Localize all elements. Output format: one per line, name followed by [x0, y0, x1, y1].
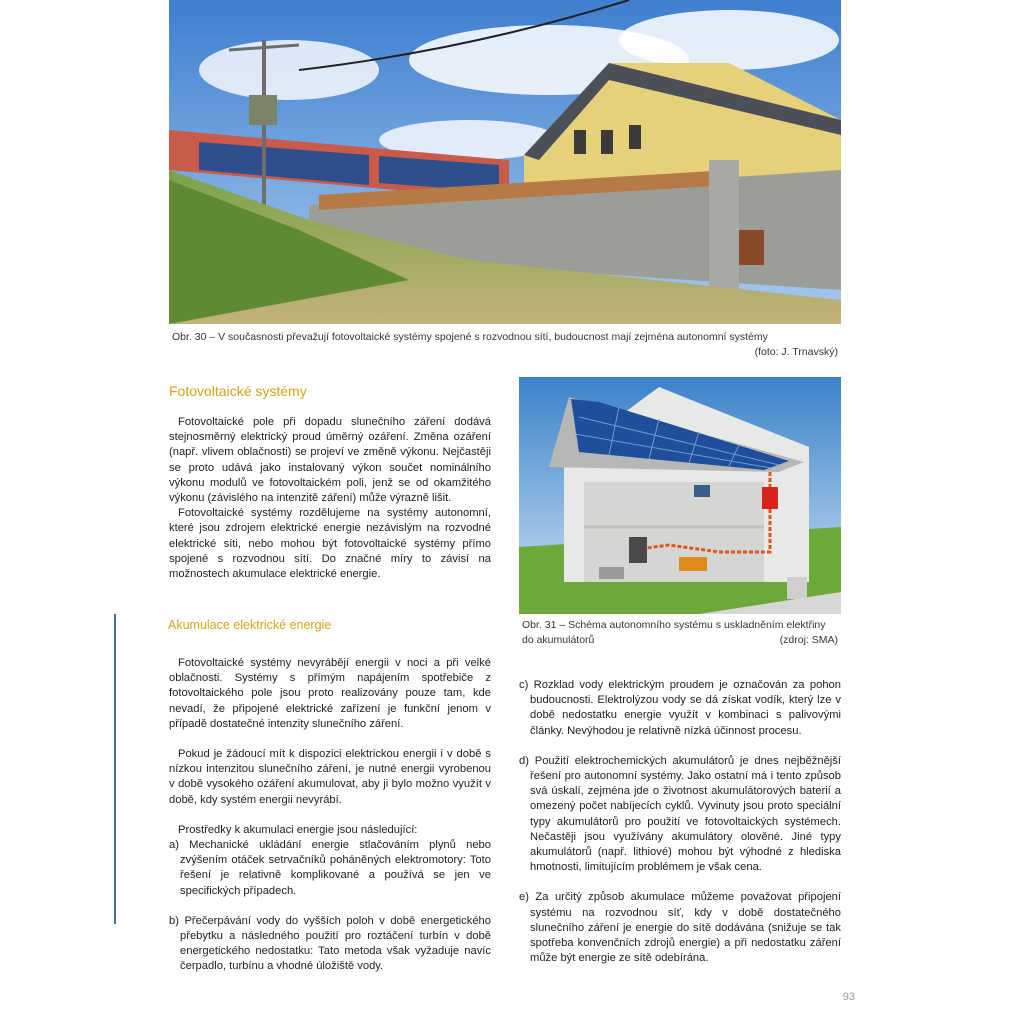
paragraph: Fotovoltaické systémy rozdělujeme na systémy autonomní, které jsou zdrojem elektrické energie nezávislým na rozvodné elektrické síti, nebo mohou být fotovoltaické systémy přímo spojené s rozvodnou sítí. Do značné míry to závisí na možnostech akumulace elektrické energie.	[169, 507, 491, 581]
list-item-d: d) Použití elektrochemických akumulátorů je dnes nejběžnější řešení pro autonomní systémy. Jako ostatní má i tento způsob svá úskalí, zejména jde o životnost akumulátorových baterií a omezený počet nabíjecích cyklů. Vyvinuty jsou proto speciální typy akumulátorů pro použití ve fotovoltaických systémech. Nečastěji jsou využívány akumulátory olověné. Jiné typy akumulátorů (např. lithiové) mohou být výhodné z hlediska hmotnosti, limitujícím problémem je však cena.	[519, 754, 841, 874]
paragraph: Fotovoltaické systémy nevyrábějí energii v noci a při velké oblačnosti. Systémy s přímým napájením spotřebiče z fotovoltaického pole jsou proto realizovány pouze tam, kde nevadí, že připojené elektrické zařízení je funkční jenom v případě dostatečné intenzity slunečního záření.	[169, 657, 491, 730]
house-with-solar-panels-photo	[169, 0, 841, 324]
figure31-caption-line2: do akumulátorů	[522, 634, 595, 646]
figure31-caption-line1: Obr. 31 – Schéma autonomního systému s uskladněním elektřiny	[522, 619, 826, 631]
section-title-akumulace: Akumulace elektrické energie	[168, 618, 332, 632]
section2-left-column	[169, 656, 491, 990]
paragraph: Prostředky k akumulaci energie jsou následující:	[178, 823, 418, 836]
section-title-fotovoltaicke-systemy: Fotovoltaické systémy	[169, 383, 307, 399]
list-item-e: e) Za určitý způsob akumulace můžeme považovat připojení systému na rozvodnou síť, kdy v době dostatečného slunečního záření je energie do sítě dodávána (snižuje se tak spotřeba konvenčních zdrojů energie) a při nedostatku záření může být energie ze sítě odebírána.	[519, 891, 841, 965]
section2-right-column	[519, 678, 841, 981]
figure31-caption	[522, 618, 838, 648]
list-item-a: a) Mechanické ukládání energie stlačováním plynů nebo zvýšením otáček setrvačníků poháněných elektromotory: Toto řešení je relativně komplikované a používá se jen ve specifických případech.	[169, 839, 491, 897]
margin-rule	[114, 614, 116, 924]
page-number: 93	[842, 991, 855, 1003]
figure30-credit: (foto: J. Trnavský)	[754, 346, 838, 358]
paragraph: Fotovoltaické pole při dopadu slunečního záření dodává stejnosměrný elektrický proud úměrný ozáření. Změna ozáření (např. vlivem oblačnosti) se projeví ve změně výkonu. Nejčastěji se proto udává jako instalovaný výkon součet nominálního výkonu modulů ve fotovoltaickém poli, jenž se od okamžitého výkonu (závislého na intenzitě záření) může výrazně lišit.	[169, 416, 491, 505]
figure30-caption	[172, 330, 838, 360]
paragraph: Pokud je žádoucí mít k dispozici elektrickou energii i v době s nízkou intenzitou slunečního záření, je nutné energii vyrobenou v době vysokého ozáření akumulovat, aby ji bylo možno využít v době, kdy systém energii nevyrábí.	[169, 748, 491, 806]
figure30-caption-text: Obr. 30 – V současnosti převažují fotovoltaické systémy spojené s rozvodnou sítí, budoucnost mají zejména autonomní systémy	[172, 331, 768, 343]
section1-text	[169, 415, 491, 597]
list-item-c: c) Rozklad vody elektrickým proudem je označován za pohon budoucnosti. Elektrolýzou vody se dá získat vodík, který lze v době nedostatku energie využít v kombinaci s palivovými články. Nevýhodou je relativně nízká účinnost procesu.	[519, 679, 841, 737]
list-item-b: b) Přečerpávání vody do vyšších poloh v době energetického přebytku a následného použití pro roztáčení turbín v době energetického nedostatku: Tato metoda však vyžaduje navíc čerpadlo, turbínu a vhodné úložiště vody.	[169, 914, 491, 973]
schematic-illustration	[519, 377, 841, 614]
figure31-credit: (zdroj: SMA)	[779, 634, 838, 646]
autonomous-system-schematic	[519, 377, 841, 614]
photo-illustration	[169, 0, 841, 324]
